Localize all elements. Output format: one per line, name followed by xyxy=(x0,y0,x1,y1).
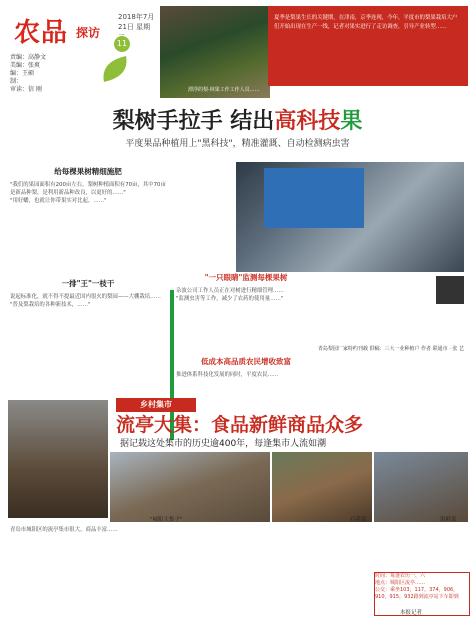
section-title: 农品 xyxy=(14,18,69,48)
paragraph: "普及梨栽培的各种新技术，……" xyxy=(10,302,91,308)
market-photo-large xyxy=(8,400,108,518)
masthead xyxy=(6,6,156,56)
publication-date: 2018年7月21日 星期 xyxy=(118,13,155,31)
section-banner: 乡村集市 xyxy=(116,398,196,412)
credit-line: 编：王硕 xyxy=(10,70,35,77)
main-headline xyxy=(0,104,475,135)
article-column-1 xyxy=(10,166,166,205)
market-photo xyxy=(272,452,372,522)
paragraph: "监测虫害等工作，减少了农药的使用量……" xyxy=(176,296,284,302)
paragraph: 青岛市城阳区的流亭集市很大，商品丰富…… xyxy=(10,527,118,533)
photo-caption: 海鲜菜 xyxy=(440,517,457,523)
info-line: 地点：城阳区流亭…… xyxy=(375,580,426,586)
section-heading: 给每棵果树精细施肥 xyxy=(54,167,122,176)
leaf-icon xyxy=(96,52,136,88)
article-column-4 xyxy=(176,356,316,379)
article-column-2 xyxy=(10,278,166,309)
page-number: 11 xyxy=(114,36,130,52)
photo-caption: "城阳大集子" xyxy=(150,517,183,523)
headline-part3: 果 xyxy=(340,109,363,134)
qr-code xyxy=(436,276,464,304)
sponsor-credit: 青岛梨园厂家特约刊载 供稿：三大一业种植户 作者 联通市 · 张 艺 xyxy=(317,346,464,352)
info-line: 公交：乘坐103，117，374，906，910，915，932路到流亭站下车即到 xyxy=(375,587,459,600)
section-heading: 低成本高品质农民增收致富 xyxy=(201,357,291,366)
paragraph: 杂波公司工作人员正在对树进行精细管理…… xyxy=(176,288,284,294)
sub-headline: 平度果品种植用上"黑科技"，精准灌溉、自动检测病虫害 xyxy=(125,139,350,149)
headline-part2: 高科技 xyxy=(274,109,341,134)
market-photo xyxy=(374,452,468,522)
intro-box xyxy=(268,6,468,86)
section-subtitle: 探访 xyxy=(76,26,101,40)
credit-line: 责编：高静文 xyxy=(10,54,47,61)
article-column-3 xyxy=(176,272,316,303)
intro-text: 夏季是梨果生长的关键期，在津南，京季连现，今年，平度市的梨果栽培大户们开始出现在生产一线，记者对果实进行了走访调查，引导产业转型…… xyxy=(274,15,458,30)
info-line: 时间：每逢农历一、六 xyxy=(375,573,426,579)
paragraph: "我们的果园面积有200亩左右，梨树种植面积有70亩，其中70亩是新品种梨，是利用新品种改良，以更好的……" xyxy=(10,182,166,196)
photo-caption: 漂浮的梨·林果工作工作人员…… xyxy=(188,87,260,93)
paragraph: 说起标准化，就不得不提最近国内很火的梨园——大棚栽培…… xyxy=(10,294,161,300)
footer-credit: 本报记者 xyxy=(400,610,423,616)
photo-caption: 石花菜 xyxy=(350,517,367,523)
credit-line: 制： xyxy=(10,78,23,85)
credit-line: 审读：信 刚 xyxy=(10,86,42,93)
credits xyxy=(10,54,100,94)
credit-line: 美编：张爽 xyxy=(10,62,41,69)
market-photo xyxy=(110,452,270,522)
market-headline: 流亭大集：食品新鲜商品众多 xyxy=(116,414,364,436)
monitor-screen xyxy=(264,168,364,228)
top-photo xyxy=(160,6,270,98)
paragraph: "用好蟠，也就让你带果实对比起，……" xyxy=(10,198,107,204)
market-article xyxy=(10,526,370,534)
paragraph: 推进体系科技化发展的同时，平度农民…… xyxy=(176,372,279,378)
headline-part1: 梨树手拉手 结出 xyxy=(112,109,275,134)
section-heading: 一排"王"一枝干 xyxy=(61,279,115,288)
market-subhead: 据记载这处集市的历史逾400年，每逢集市人流如潮 xyxy=(120,439,327,449)
section-heading: "一只眼睛"监测每棵果树 xyxy=(204,273,288,282)
